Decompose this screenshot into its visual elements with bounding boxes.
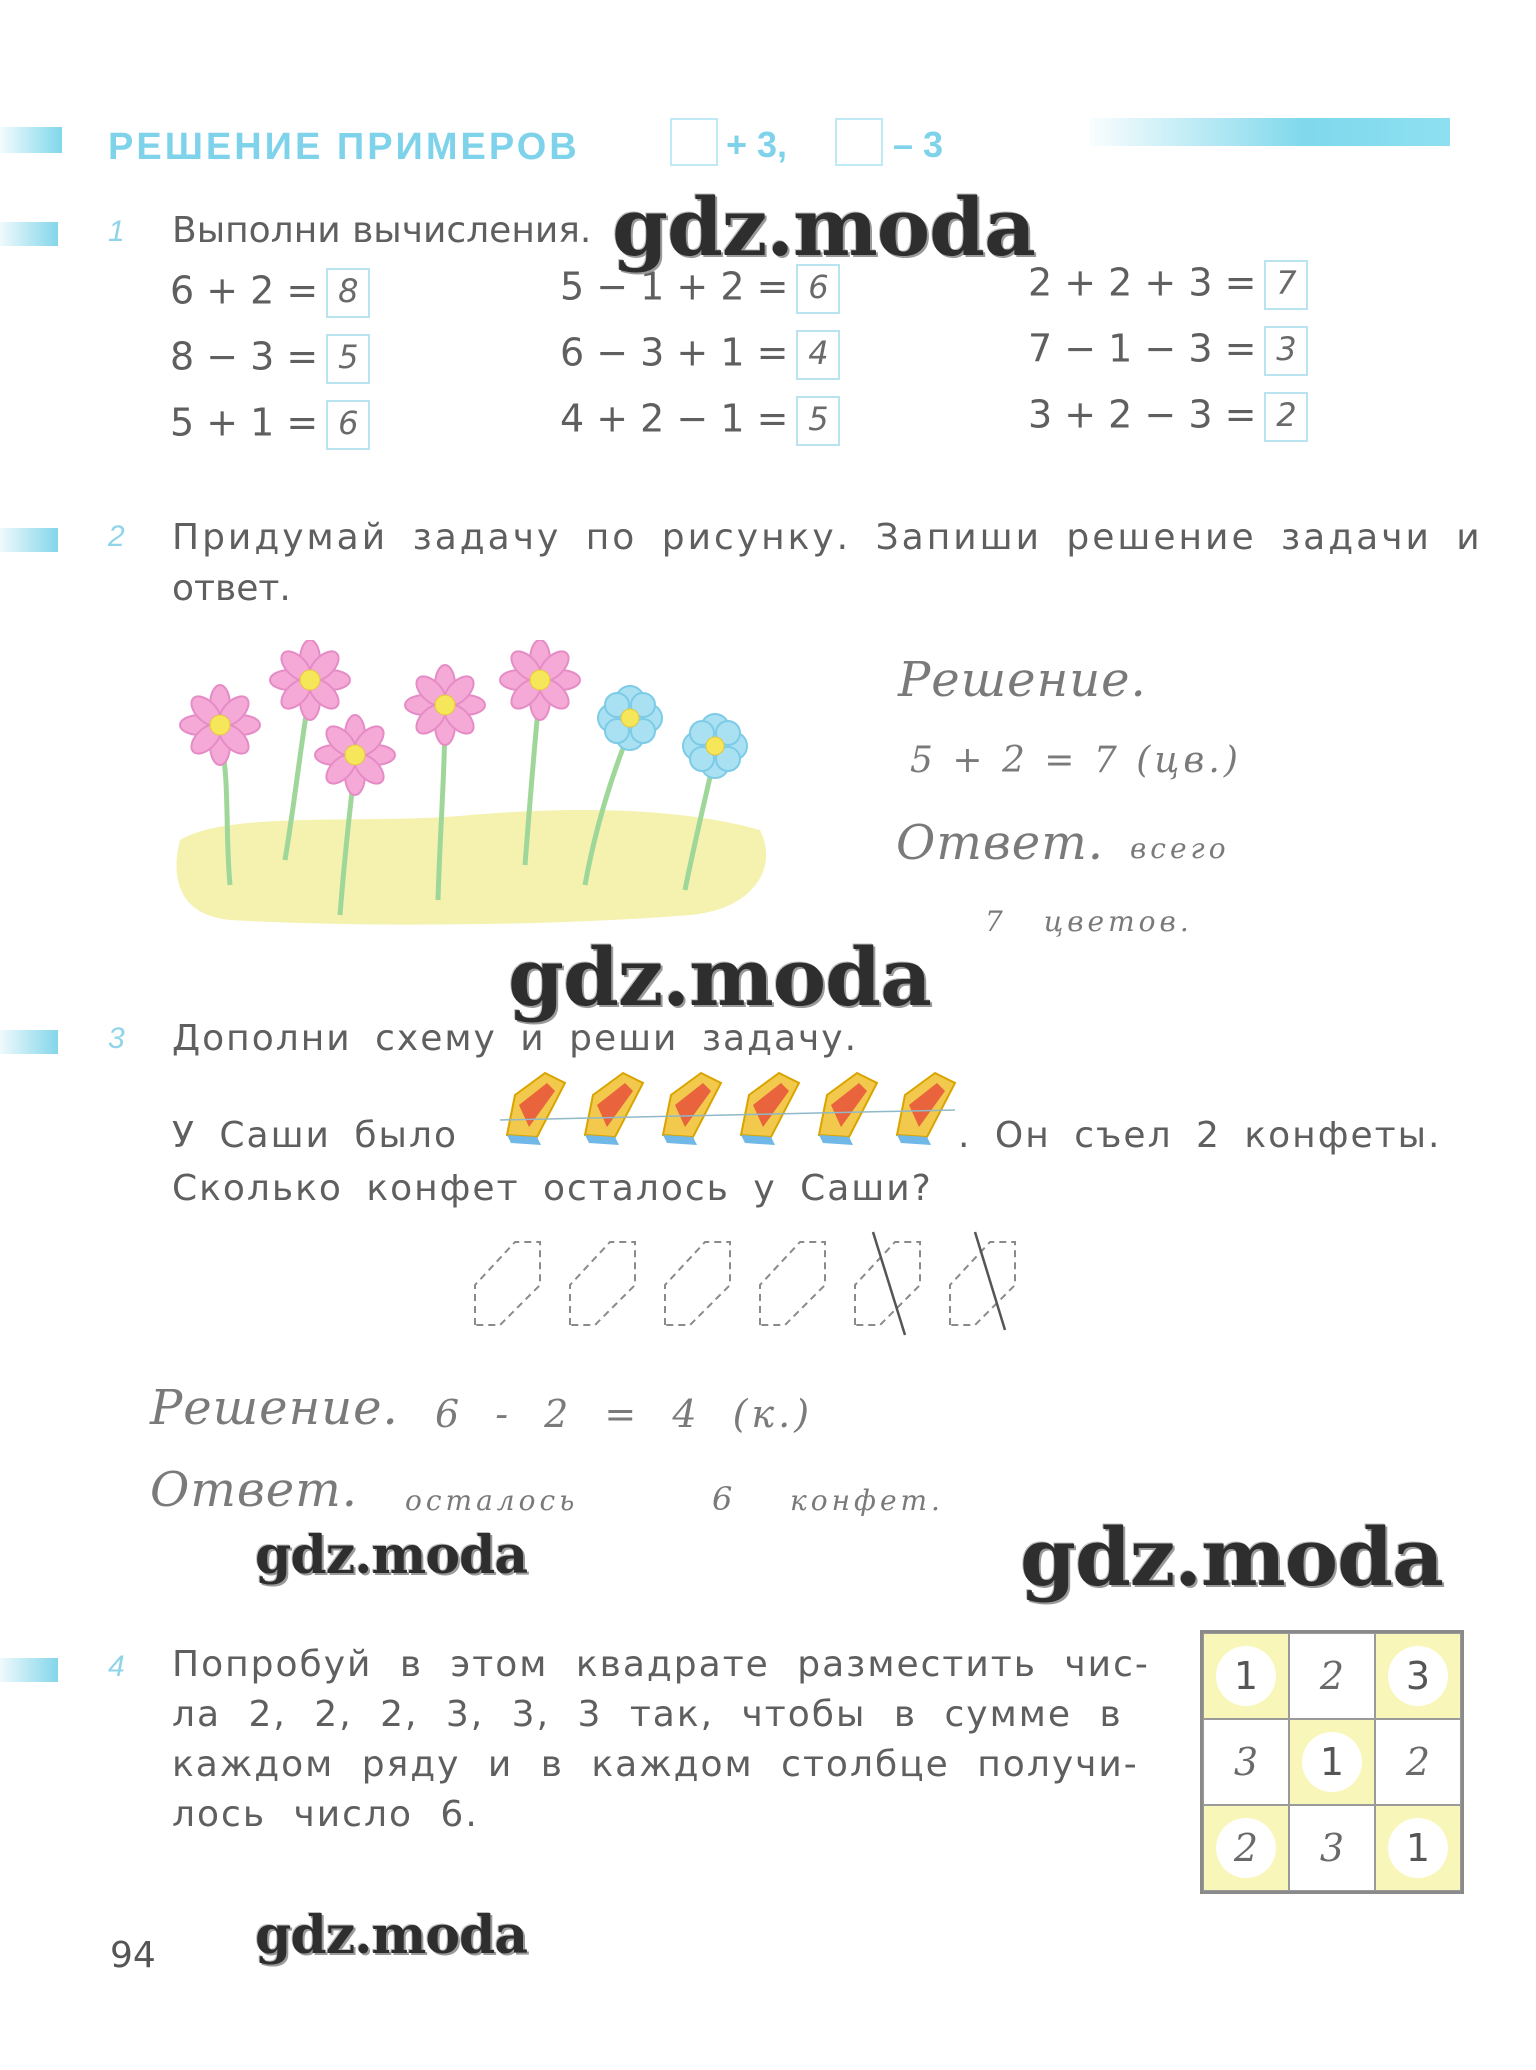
header-accent-right (1090, 118, 1450, 146)
scheme-slot (570, 1242, 635, 1325)
grid-cell: 1 (1203, 1633, 1289, 1719)
task2-tab (0, 528, 58, 552)
task2-answer-text1: всего (1130, 832, 1230, 865)
task2-solution-label: Решение. (898, 652, 1147, 708)
candy-icon (897, 1073, 955, 1145)
grid-cell: 3 (1289, 1805, 1375, 1891)
answer-box: 3 (1264, 326, 1308, 376)
candy-scheme (465, 1230, 1045, 1340)
header-op-plus3: + 3, (726, 124, 788, 165)
answer-box: 4 (796, 330, 840, 380)
task3-instruction: Дополни схему и реши задачу. (172, 1018, 859, 1059)
task4-line: Попробуй в этом квадрате разместить чис- (172, 1644, 1150, 1685)
scheme-slot (760, 1242, 825, 1325)
magic-square-grid (1200, 1630, 1464, 1894)
task3-text-line2: Сколько конфет осталось у Саши? (172, 1168, 933, 1209)
grid-cell: 3 (1375, 1633, 1461, 1719)
scheme-slot (475, 1242, 540, 1325)
answer-box: 5 (326, 334, 370, 384)
candy-icon (507, 1073, 565, 1145)
grass-patch (177, 810, 767, 925)
page-number: 94 (110, 1935, 156, 1976)
task3-answer-text3: конфет. (790, 1484, 944, 1517)
header-empty-box-1 (670, 118, 718, 166)
answer-box: 8 (326, 268, 370, 318)
candies-illustration (495, 1065, 960, 1155)
task4-line: ла 2, 2, 2, 3, 3, 3 так, чтобы в сумме в (172, 1694, 1123, 1735)
header-op-minus3: – 3 (893, 124, 944, 165)
task4-text (172, 1640, 1150, 1840)
task2-text-line2: ответ. (172, 568, 291, 609)
candy-icon (741, 1073, 799, 1145)
pink-flower (180, 685, 260, 765)
candy-icon (819, 1073, 877, 1145)
task2-answer-text2: 7 цветов. (985, 905, 1193, 938)
equation: 6 + 2 = 8 (170, 268, 370, 318)
grid-cell: 2 (1289, 1633, 1375, 1719)
task2-number: 2 (108, 520, 125, 553)
header-empty-box-2 (835, 118, 883, 166)
watermark: gdz.moda (255, 1525, 528, 1586)
grid-cell: 1 (1375, 1805, 1461, 1891)
task3-answer-text1: осталось (405, 1484, 579, 1517)
task3-text-line1-b: . Он съел 2 конфеты. (958, 1115, 1442, 1156)
task3-tab (0, 1030, 58, 1054)
task3-answer-text2: 6 (712, 1480, 737, 1518)
equation: 5 + 1 = 6 (170, 400, 370, 450)
answer-box: 6 (796, 264, 840, 314)
answer-box: 2 (1264, 392, 1308, 442)
blue-flower (683, 714, 747, 778)
task1-instruction: Выполни вычисления. (172, 210, 592, 251)
equation: 4 + 2 − 1 = 5 (560, 396, 840, 446)
task2-solution: 5 + 2 = 7 (цв.) (910, 740, 1242, 781)
task3-answer-label: Ответ. (150, 1462, 358, 1518)
candy-icon (585, 1073, 643, 1145)
task2-text-line1: Придумай задачу по рисунку. Запиши решение задачи и (172, 517, 1483, 558)
equation: 7 − 1 − 3 = 3 (1028, 326, 1308, 376)
equation: 2 + 2 + 3 = 7 (1028, 260, 1308, 310)
task3-solution: 6 - 2 = 4 (к.) (435, 1392, 814, 1436)
watermark: gdz.moda (612, 180, 1035, 274)
equation: 6 − 3 + 1 = 4 (560, 330, 840, 380)
task2-answer-label: Ответ. (896, 815, 1104, 871)
pink-flower (500, 640, 580, 720)
task4-tab (0, 1658, 58, 1682)
task3-solution-label: Решение. (150, 1380, 399, 1436)
equation: 5 − 1 + 2 = 6 (560, 264, 840, 314)
watermark: gdz.moda (508, 930, 931, 1024)
task4-number: 4 (108, 1650, 125, 1683)
header-accent-left (0, 127, 62, 153)
pink-flower (405, 665, 485, 745)
page-title: РЕШЕНИЕ ПРИМЕРОВ (108, 126, 580, 168)
candies-line (500, 1110, 955, 1120)
strikethrough-marks (873, 1232, 1005, 1335)
watermark: gdz.moda (255, 1905, 528, 1966)
task3-number: 3 (108, 1022, 125, 1055)
answer-box: 6 (326, 400, 370, 450)
flowers-illustration (170, 640, 780, 930)
grid-cell: 3 (1203, 1719, 1289, 1805)
answer-box: 5 (796, 396, 840, 446)
task1-number: 1 (108, 215, 125, 248)
task4-line: лось число 6. (172, 1794, 479, 1835)
task1-tab (0, 222, 58, 246)
scheme-slot (665, 1242, 730, 1325)
task4-line: каждом ряду и в каждом столбце получи- (172, 1744, 1139, 1785)
equation: 3 + 2 − 3 = 2 (1028, 392, 1308, 442)
pink-flower (270, 640, 350, 720)
equation: 8 − 3 = 5 (170, 334, 370, 384)
watermark: gdz.moda (1020, 1510, 1443, 1604)
task3-text-line1-a: У Саши было (172, 1115, 459, 1156)
grid-cell: 2 (1203, 1805, 1289, 1891)
grid-cell: 1 (1289, 1719, 1375, 1805)
answer-box: 7 (1264, 260, 1308, 310)
candy-icon (663, 1073, 721, 1145)
scheme-slot (855, 1242, 920, 1325)
grid-cell: 2 (1375, 1719, 1461, 1805)
pink-flower (315, 715, 395, 795)
blue-flower (598, 686, 662, 750)
